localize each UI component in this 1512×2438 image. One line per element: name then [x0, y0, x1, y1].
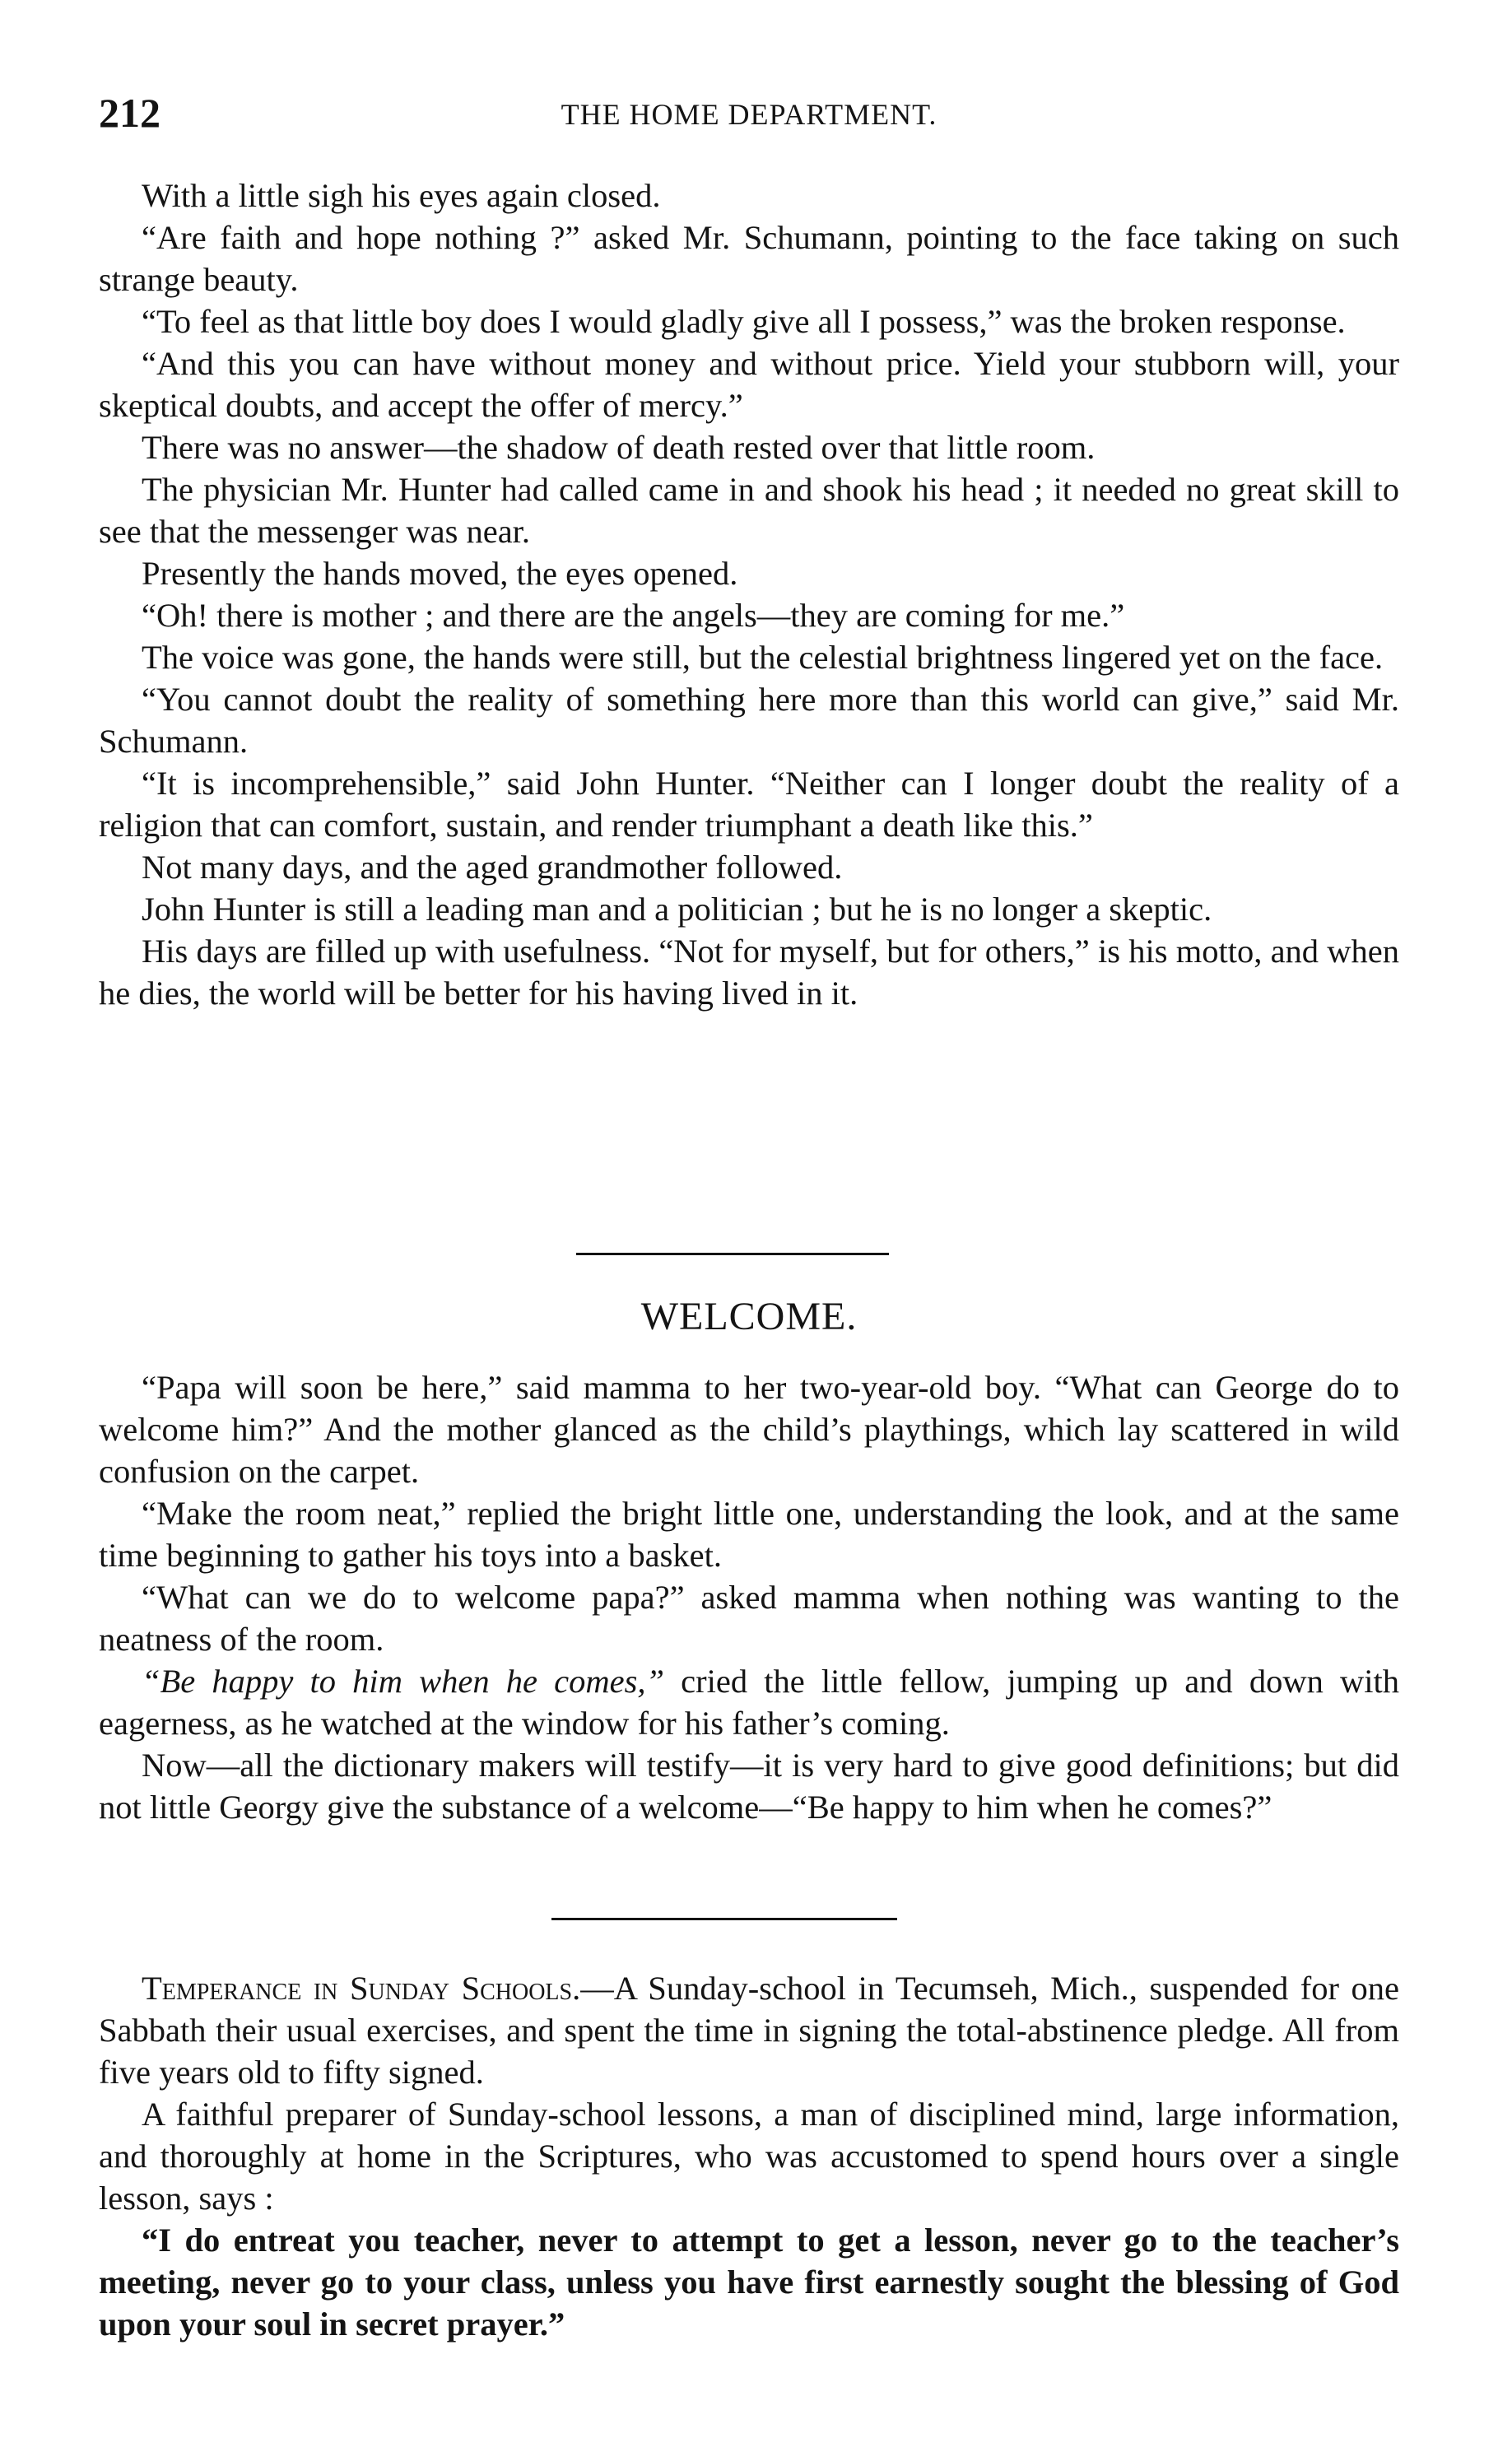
section-divider — [551, 1918, 897, 1920]
paragraph: “To feel as that little boy does I would gladly give all I possess,” was the broken response. — [142, 303, 1346, 340]
paragraph: “Make the room neat,” replied the bright little one, understanding the look, and at the same time beginning to gather his toys into a basket. — [99, 1495, 1399, 1574]
paragraph-text: —A Sunday-school in Tecumseh, Mich., suspended for one Sabbath their usual exercises, and spent the time in signing the total-abstinence pledge. All from five years old to fifty signed. — [99, 1970, 1399, 2091]
page-header — [99, 89, 1399, 147]
paragraph: “What can we do to welcome papa?” asked mamma when nothing was wanting to the neatness of the room. — [99, 1579, 1399, 1658]
article-title: WELCOME. — [640, 1295, 858, 1338]
temperance-article — [99, 1967, 1399, 2345]
section-heading: Temperance in Sunday Schools. — [142, 1970, 581, 2007]
running-title: THE HOME DEPARTMENT. — [561, 98, 937, 131]
paragraph: “Papa will soon be here,” said mamma to her two-year-old boy. “What can George do to welcome him?” And the mother glanced as the child’s playthings, which lay scattered in wild confusion on the carpet. — [99, 1369, 1399, 1490]
paragraph: John Hunter is still a leading man and a politician ; but he is no longer a skeptic. — [142, 891, 1212, 928]
paragraph: The physician Mr. Hunter had called came in and shook his head ; it needed no great skill to see that the messenger was near. — [99, 471, 1399, 550]
section-divider — [576, 1253, 889, 1255]
paragraph: His days are filled up with usefulness. “Not for myself, but for others,” is his motto, and when he dies, the world will be better for his having lived in it. — [99, 933, 1399, 1012]
paragraph: Presently the hands moved, the eyes opened. — [142, 555, 738, 592]
paragraph: “Are faith and hope nothing ?” asked Mr. Schumann, pointing to the face taking on such strange beauty. — [99, 219, 1399, 298]
paragraph: “Oh! there is mother ; and there are the angels—they are coming for me.” — [142, 597, 1125, 634]
story-conclusion — [99, 174, 1399, 1014]
paragraph: “And this you can have without money and without price. Yield your stubborn will, your skeptical doubts, and accept the offer of mercy.” — [99, 345, 1399, 424]
paragraph: The voice was gone, the hands were still, but the celestial brightness lingered yet on the face. — [142, 639, 1384, 676]
paragraph: With a little sigh his eyes again closed. — [142, 177, 661, 214]
italic-quote: “Be happy to him when he comes,” — [142, 1663, 664, 1700]
paragraph: “I do entreat you teacher, never to attempt to get a lesson, never go to the teacher’s meeting, never go to your class, unless you have first earnestly sought the blessing of God upon your soul in secret prayer.” — [99, 2222, 1399, 2343]
paragraph: “You cannot doubt the reality of something here more than this world can give,” said Mr. Schumann. — [99, 681, 1399, 760]
paragraph-text: cried the little fellow, jumping up and down with eagerness, as he watched at the window for his father’s coming. — [99, 1663, 1399, 1742]
welcome-article — [99, 1366, 1399, 1828]
paragraph: There was no answer—the shadow of death rested over that little room. — [142, 429, 1096, 466]
paragraph: A faithful preparer of Sunday-school lessons, a man of disciplined mind, large information, and thoroughly at home in the Scriptures, who was accustomed to spend hours over a single lesson, says : — [99, 2096, 1399, 2217]
paragraph — [99, 1660, 1399, 1744]
paragraph: “It is incomprehensible,” said John Hunter. “Neither can I longer doubt the reality of a religion that can comfort, sustain, and render triumphant a death like this.” — [99, 765, 1399, 844]
paragraph: Not many days, and the aged grandmother followed. — [142, 849, 843, 886]
page-number: 212 — [99, 90, 161, 136]
paragraph — [99, 1967, 1399, 2093]
paragraph: Now—all the dictionary makers will testify—it is very hard to give good definitions; but did not little Georgy give the substance of a welcome—“Be happy to him when he comes?” — [99, 1747, 1399, 1826]
